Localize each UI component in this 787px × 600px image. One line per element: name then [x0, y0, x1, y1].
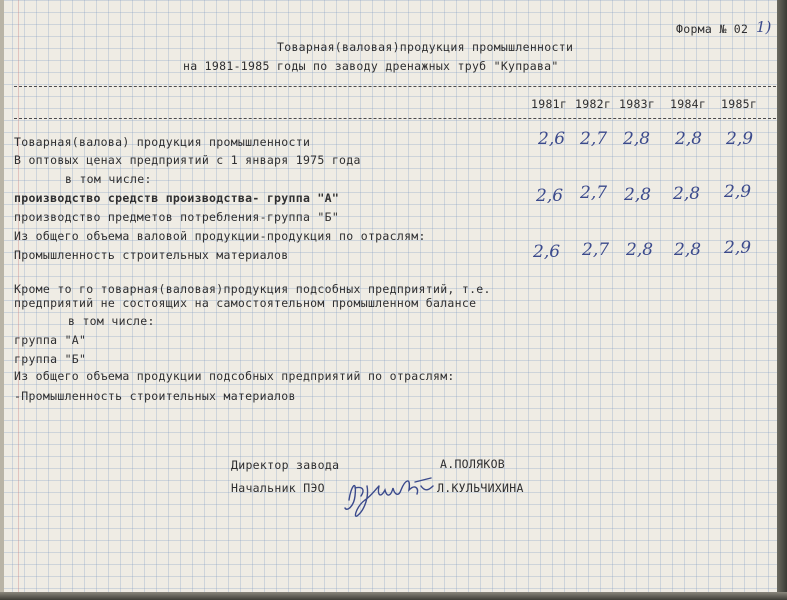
title-line-1: Товарная(валовая)продукция промышленности	[277, 40, 574, 54]
value-cell: 2,7	[582, 240, 610, 260]
subsidiary-incl: в том числе:	[68, 314, 155, 328]
subsidiary-line-1: Кроме то го товарная(валовая)продукция подсобных предприятий, т.е.	[14, 282, 491, 296]
handwritten-signature	[335, 466, 445, 522]
subsidiary-line-2: предприятий не состоящих на самостоятельном промышленном балансе	[14, 296, 477, 310]
year-1982: 1982г	[575, 97, 612, 111]
value-cell: 2,9	[724, 182, 752, 202]
row-label: производство предметов потребления-группа "Б"	[14, 210, 340, 224]
value-cell: 2,6	[538, 129, 566, 149]
value-cell: 2,6	[536, 186, 564, 206]
row-label: в том числе:	[65, 172, 152, 186]
year-1983: 1983г	[619, 97, 656, 111]
row-label: производство средств производства- группа "А"	[14, 191, 340, 205]
year-1985: 1985г	[721, 97, 758, 111]
dashed-rule-top	[14, 86, 776, 87]
value-cell: 2,8	[623, 129, 651, 149]
value-cell: 2,8	[673, 184, 701, 204]
value-cell: 2,7	[580, 183, 608, 203]
dashed-rule-header	[14, 118, 776, 119]
value-cell: 2,8	[626, 240, 654, 260]
form-number: Форма № 02	[676, 22, 749, 36]
pe-head-name: Л.КУЛЬЧИХИНА	[437, 481, 524, 495]
by-branch-label: Из общего объема продукции подсобных предприятий по отраслям:	[14, 369, 455, 383]
value-cell: 2,8	[624, 185, 652, 205]
page-edge-left	[0, 0, 4, 600]
value-cell: 2,8	[675, 129, 703, 149]
group-b-label: группа "Б"	[14, 352, 87, 366]
director-name: А.ПОЛЯКОВ	[440, 457, 506, 471]
row-label: Товарная(валова) продукция промышленности	[14, 135, 311, 149]
year-1984: 1984г	[670, 97, 707, 111]
group-a-label: группа "А"	[14, 333, 87, 347]
industry-label: -Промышленность строительных материалов	[14, 389, 296, 403]
value-cell: 2,8	[674, 240, 702, 260]
page-mark: 1)	[756, 18, 772, 36]
page-edge-right	[777, 0, 787, 600]
value-cell: 2,9	[726, 129, 754, 149]
year-1981: 1981г	[531, 97, 568, 111]
row-label: Промышленность строительных материалов	[14, 248, 289, 262]
value-cell: 2,9	[724, 238, 752, 258]
title-line-2: на 1981-1985 годы по заводу дренажных труб "Куправа"	[183, 59, 559, 73]
value-cell: 2,6	[533, 242, 561, 262]
pe-head-title: Начальник ПЭО	[231, 481, 325, 495]
director-title: Директор завода	[231, 458, 340, 472]
row-label: Из общего объема валовой продукции-продукция по отраслям:	[14, 229, 426, 243]
row-label: В оптовых ценах предприятий с 1 января 1975 года	[14, 153, 361, 167]
value-cell: 2,7	[580, 129, 608, 149]
page-edge-bottom	[0, 592, 787, 600]
